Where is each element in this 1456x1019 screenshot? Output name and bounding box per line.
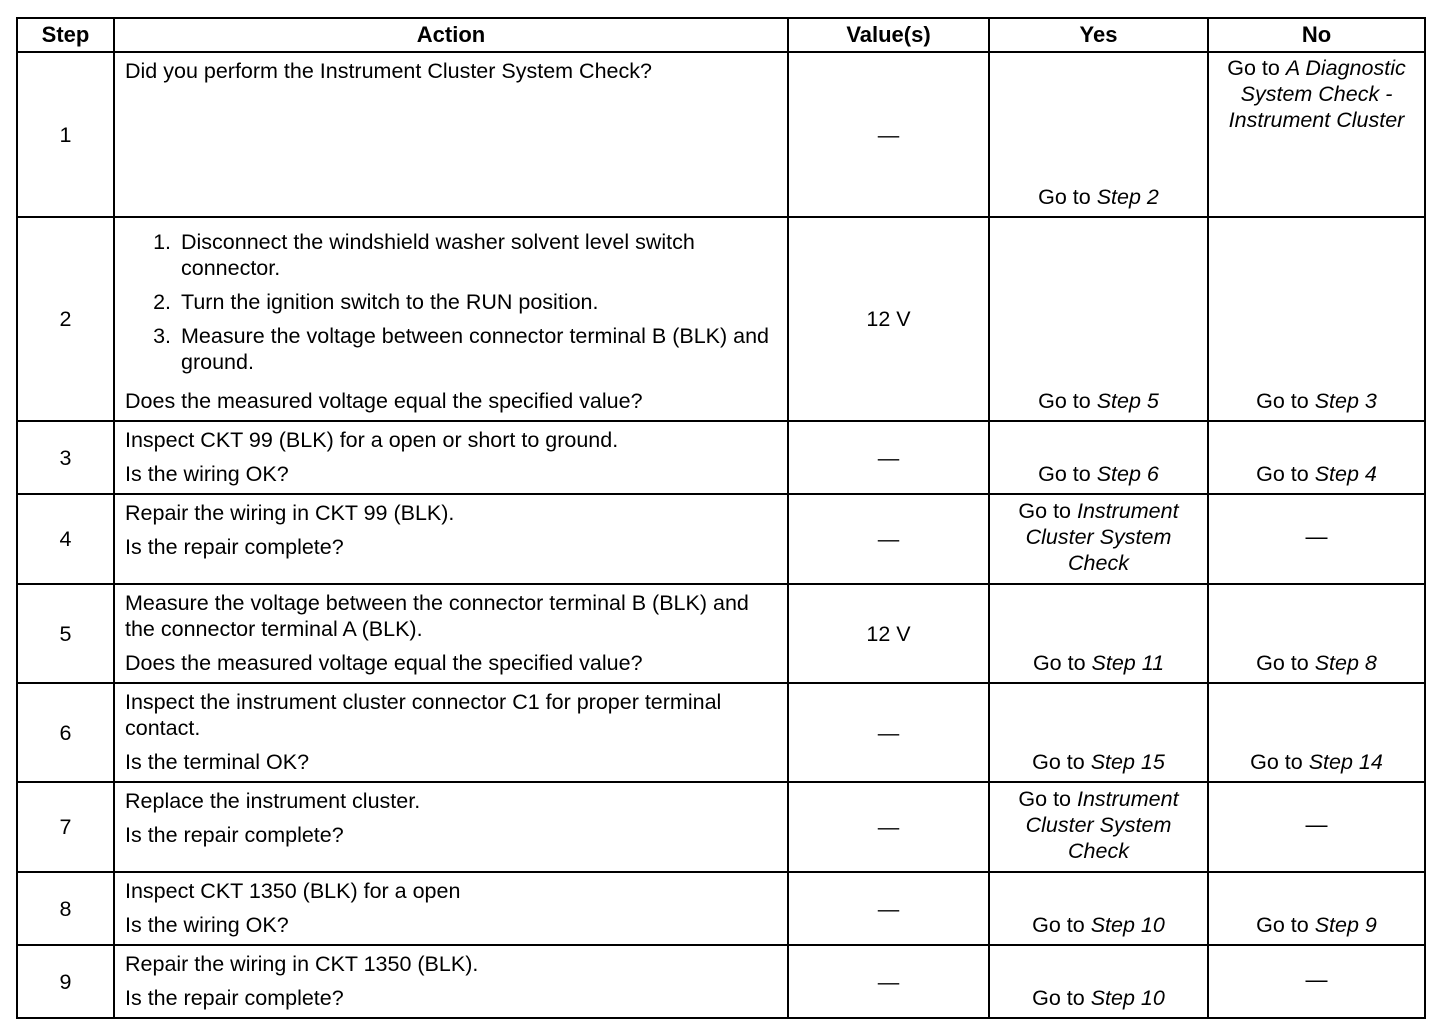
no-cell [1208,52,1425,217]
yes-goto-link[interactable] [1038,389,1159,413]
yes-goto-prefix: Go to [1032,913,1091,937]
no-cell [1208,782,1425,872]
value-cell [788,945,989,1018]
no-value-dash: — [1305,966,1328,992]
yes-goto-prefix: Go to [1032,986,1091,1010]
action-cell [114,872,788,945]
header-no: No [1208,18,1425,52]
no-cell [1208,872,1425,945]
no-goto-target: Step 14 [1308,750,1383,774]
action-question: Is the terminal OK? [125,750,310,774]
action-content [125,223,779,414]
action-instruction: Repair the wiring in CKT 99 (BLK). [125,501,455,525]
action-question: Does the measured voltage equal the specified value? [125,651,643,675]
value-cell [788,421,989,494]
yes-cell [989,872,1208,945]
yes-goto-prefix: Go to [1038,185,1097,209]
no-goto-prefix: Go to [1256,913,1315,937]
no-goto-target: Step 4 [1314,462,1377,486]
step-cell [17,52,114,217]
no-cell [1208,421,1425,494]
action-content [125,427,779,487]
table-row [17,217,1425,421]
action-question: Is the wiring OK? [125,462,289,486]
value-text: — [877,815,900,839]
step-number: 7 [59,815,72,839]
no-goto-prefix: Go to [1256,389,1315,413]
header-row [17,18,1425,52]
no-goto-link[interactable] [1256,651,1377,675]
action-instruction: Measure the voltage between the connector terminal B (BLK) and the connector terminal A (BLK). [125,591,749,641]
no-goto-link[interactable] [1250,750,1383,774]
value-cell [788,584,989,683]
yes-goto-link[interactable] [1033,651,1164,675]
table-row [17,494,1425,584]
no-goto-link[interactable] [1256,913,1377,937]
step-number: 2 [59,307,72,331]
action-cell [114,584,788,683]
action-cell [114,945,788,1018]
action-question: Is the repair complete? [125,823,344,847]
action-step-item: 2. Turn the ignition switch to the RUN position. [177,289,779,315]
action-steps-list [125,229,779,375]
no-goto-link[interactable] [1227,56,1405,132]
no-goto-prefix: Go to [1227,56,1286,80]
yes-goto-target: Instrument Cluster System Check [1025,787,1179,863]
action-step-item: 1. Disconnect the windshield washer solvent level switch connector. [177,229,779,281]
no-value-dash: — [1305,524,1328,549]
action-step-item: 3. Measure the voltage between connector terminal B (BLK) and ground. [177,323,779,375]
yes-goto-link[interactable] [1038,462,1159,486]
yes-cell [989,421,1208,494]
action-question: Is the repair complete? [125,535,344,559]
no-goto-prefix: Go to [1256,462,1315,486]
yes-cell [989,945,1208,1018]
value-text: — [877,720,900,745]
yes-goto-prefix: Go to [1018,787,1077,811]
action-cell [114,782,788,872]
value-text: — [877,527,900,551]
yes-goto-link[interactable] [1018,499,1178,575]
action-instruction: Repair the wiring in CKT 1350 (BLK). [125,952,479,976]
step-number: 6 [59,720,72,745]
value-text: 12 V [866,621,911,646]
action-cell [114,683,788,782]
yes-cell [989,683,1208,782]
yes-cell [989,584,1208,683]
value-cell [788,494,989,584]
no-goto-target: A Diagnostic System Check - Instrument Cluster [1228,56,1406,132]
value-cell [788,872,989,945]
action-content [125,689,779,775]
step-number: 8 [59,896,72,921]
action-content [125,788,779,865]
yes-goto-target: Step 6 [1096,462,1159,486]
value-cell [788,683,989,782]
header-step: Step [17,18,114,52]
yes-goto-target: Instrument Cluster System Check [1025,499,1179,575]
no-cell [1208,494,1425,584]
yes-goto-target: Step 2 [1096,185,1159,209]
action-content [125,951,779,1011]
yes-goto-link[interactable] [1032,986,1165,1010]
action-cell [114,494,788,584]
action-question: Is the wiring OK? [125,913,289,937]
no-cell [1208,584,1425,683]
step-number: 5 [59,621,72,646]
step-cell [17,421,114,494]
yes-goto-target: Step 10 [1090,986,1165,1010]
step-cell [17,683,114,782]
action-cell [114,217,788,421]
step-cell [17,872,114,945]
action-content [125,590,779,676]
table-row [17,683,1425,782]
step-cell [17,217,114,421]
value-text: — [877,445,900,470]
step-number: 9 [59,969,72,994]
step-cell [17,945,114,1018]
no-cell [1208,217,1425,421]
action-instruction: Inspect CKT 1350 (BLK) for a open [125,879,461,903]
yes-goto-link[interactable] [1038,185,1159,209]
header-yes: Yes [989,18,1208,52]
yes-goto-prefix: Go to [1032,750,1091,774]
step-number: 4 [59,527,72,551]
yes-goto-prefix: Go to [1038,389,1097,413]
action-instruction: Replace the instrument cluster. [125,789,421,813]
value-cell [788,217,989,421]
step-number: 3 [59,445,72,470]
yes-cell [989,52,1208,217]
yes-goto-link[interactable] [1018,787,1178,863]
yes-goto-prefix: Go to [1032,651,1092,675]
table-body [17,52,1425,1018]
step-cell [17,782,114,872]
no-goto-link[interactable] [1256,389,1377,413]
no-cell [1208,945,1425,1018]
value-text: 12 V [866,307,911,331]
value-text: — [877,122,900,147]
no-goto-prefix: Go to [1256,651,1315,675]
action-content [125,500,779,577]
table-row [17,584,1425,683]
yes-goto-prefix: Go to [1038,462,1097,486]
step-cell [17,494,114,584]
yes-goto-target: Step 15 [1090,750,1165,774]
no-value-dash: — [1305,812,1328,837]
action-question: Is the repair complete? [125,986,344,1010]
header-values: Value(s) [788,18,989,52]
no-goto-target: Step 3 [1314,389,1377,413]
table-row [17,421,1425,494]
no-goto-prefix: Go to [1250,750,1309,774]
table-row [17,945,1425,1018]
action-content [125,878,779,938]
value-cell [788,782,989,872]
yes-cell [989,217,1208,421]
yes-goto-link[interactable] [1032,750,1165,774]
table-row [17,872,1425,945]
yes-goto-target: Step 10 [1090,913,1165,937]
diagnostic-table [16,17,1426,1019]
value-text: — [877,896,900,921]
no-goto-target: Step 8 [1314,651,1377,675]
table-row [17,52,1425,217]
action-content [125,58,779,210]
action-cell [114,421,788,494]
yes-goto-target: Step 5 [1096,389,1159,413]
step-cell [17,584,114,683]
no-cell [1208,683,1425,782]
action-question: Does the measured voltage equal the specified value? [125,389,643,413]
yes-cell [989,494,1208,584]
action-cell [114,52,788,217]
value-cell [788,52,989,217]
no-goto-link[interactable] [1256,462,1377,486]
action-instruction: Inspect the instrument cluster connector C1 for proper terminal contact. [125,690,722,740]
yes-goto-target: Step 11 [1091,651,1165,675]
yes-cell [989,782,1208,872]
action-instruction: Inspect CKT 99 (BLK) for a open or short to ground. [125,428,619,452]
yes-goto-prefix: Go to [1018,499,1077,523]
header-action: Action [114,18,788,52]
yes-goto-link[interactable] [1032,913,1165,937]
action-instruction: Did you perform the Instrument Cluster System Check? [125,59,652,83]
value-text: — [877,969,900,994]
no-goto-target: Step 9 [1314,913,1377,937]
step-number: 1 [59,122,72,147]
table-row [17,782,1425,872]
